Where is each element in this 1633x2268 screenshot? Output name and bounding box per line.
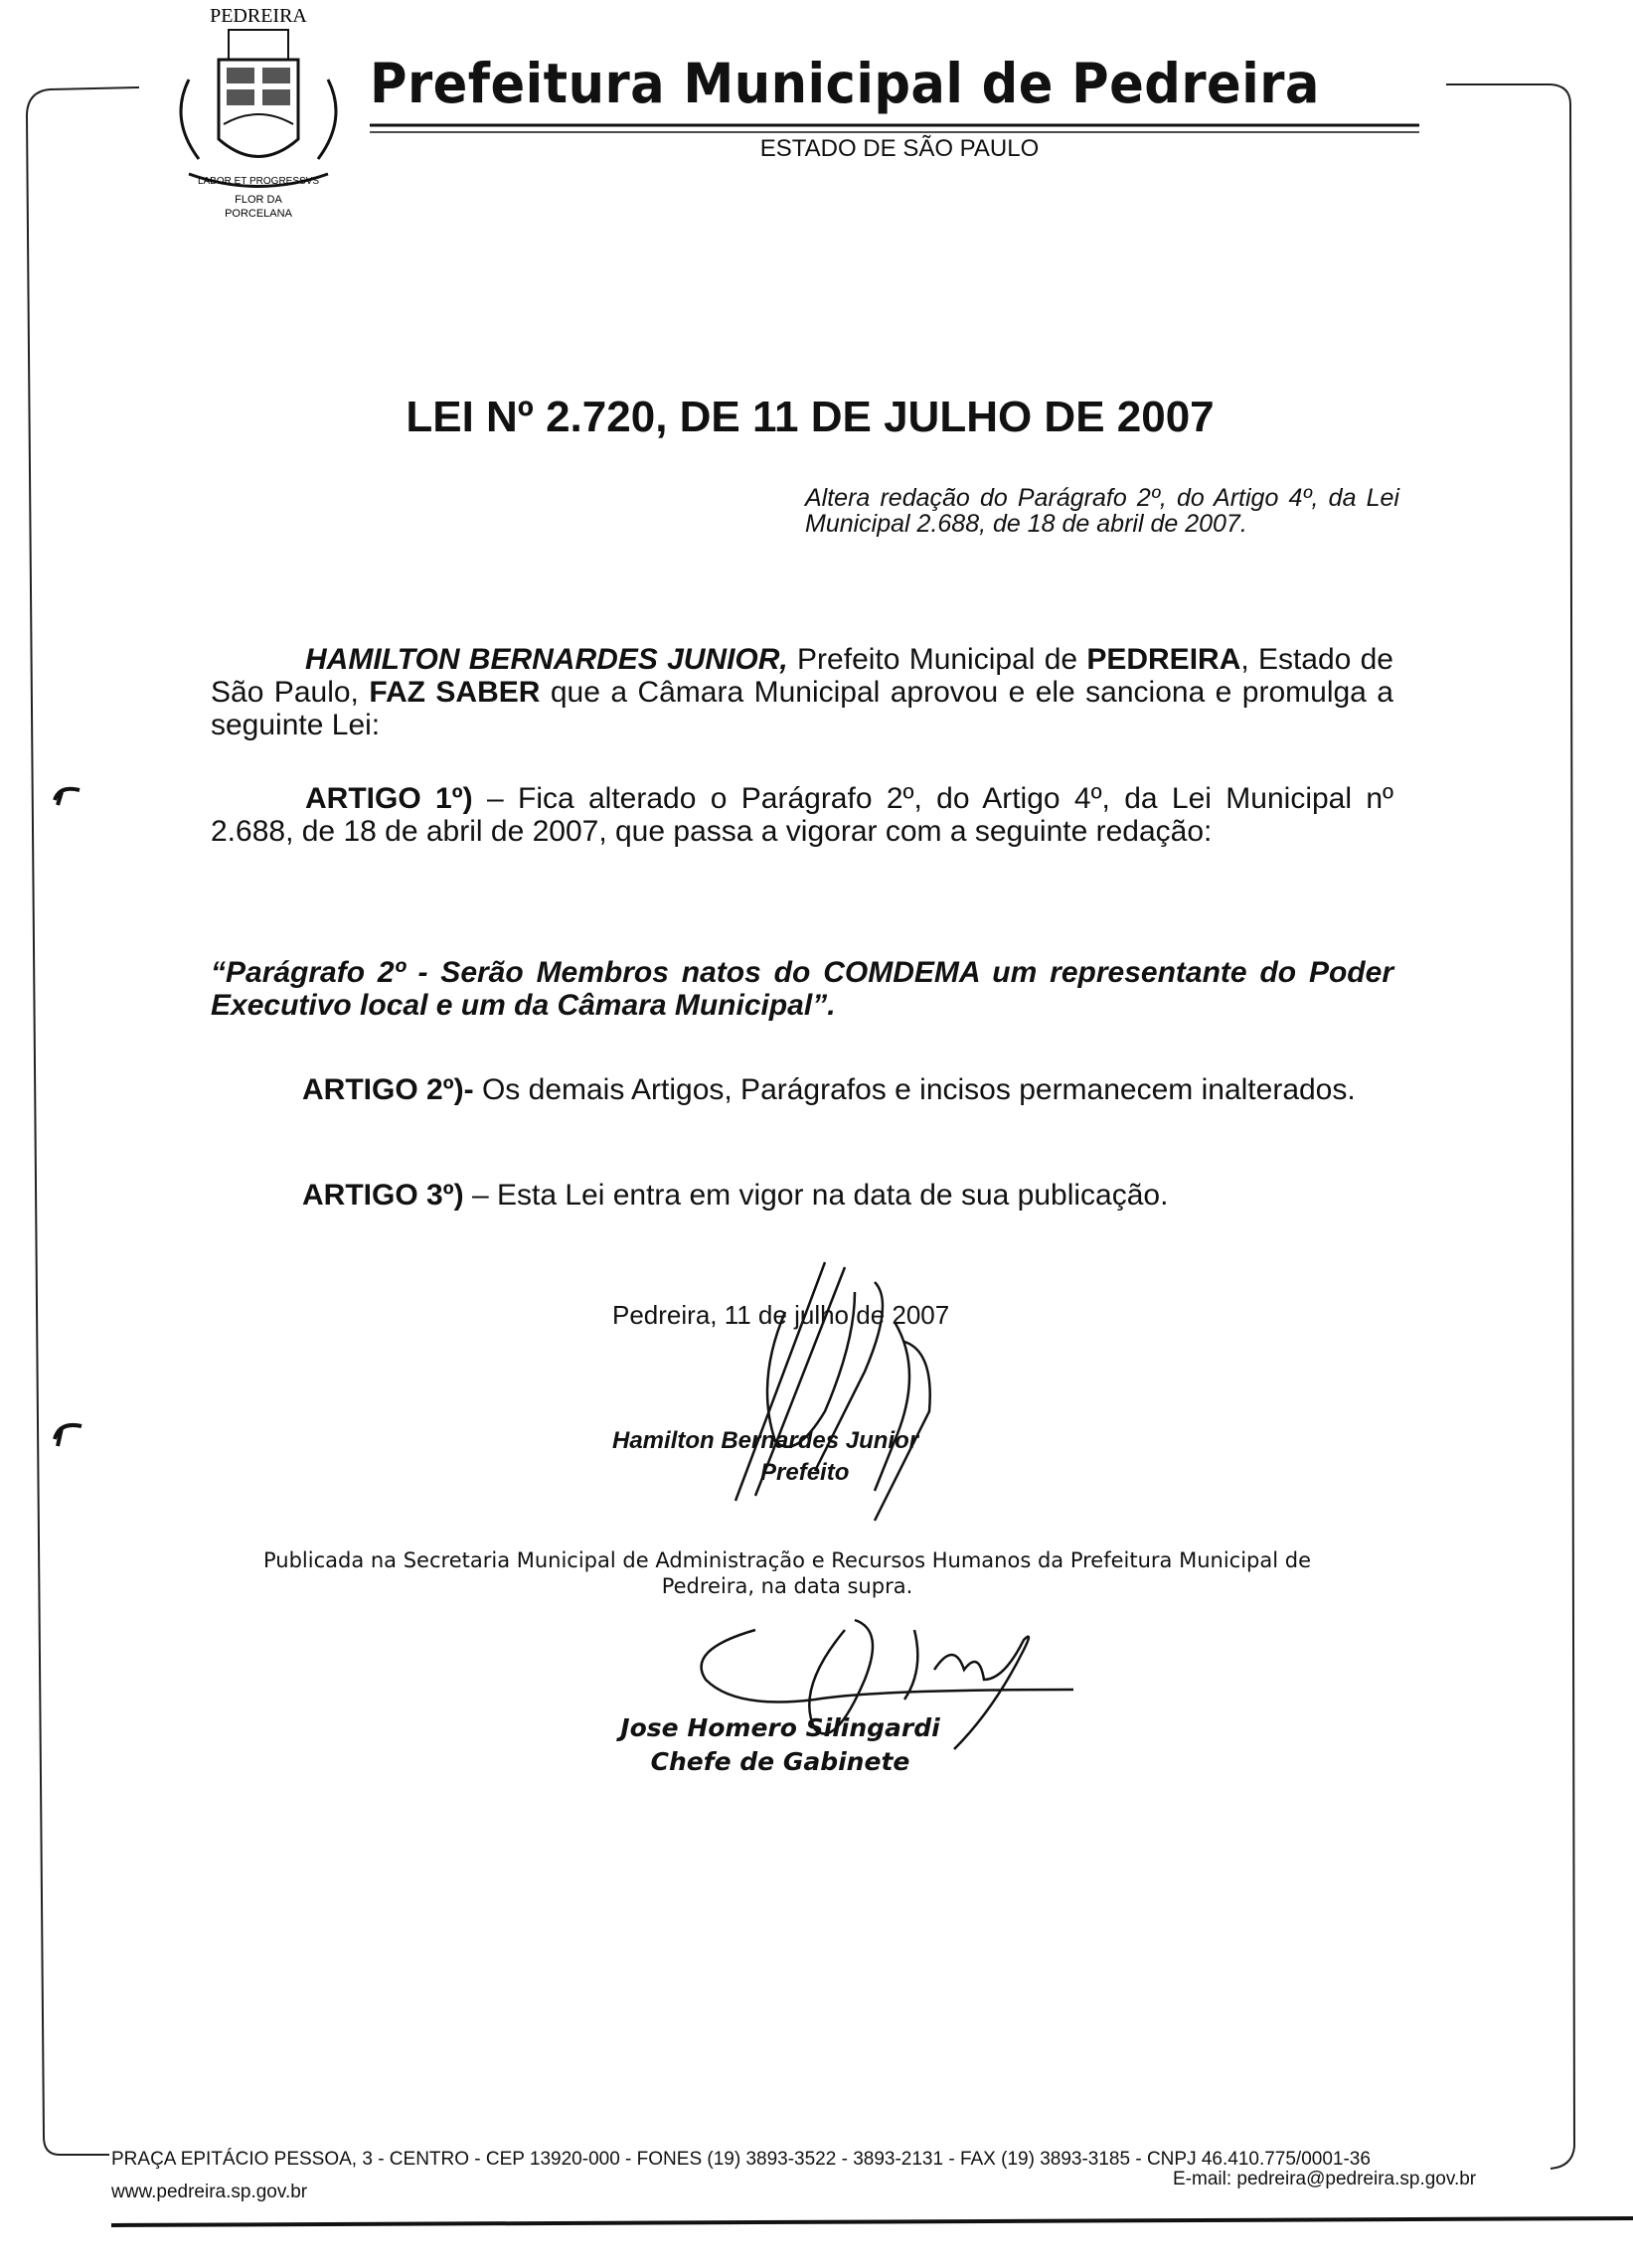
law-title: LEI Nº 2.720, DE 11 DE JULHO DE 2007 — [406, 393, 1215, 441]
signature-date: Pedreira, 11 de julho de 2007 — [612, 1300, 950, 1330]
publication-signer-name: Jose Homero Silingardi — [620, 1713, 940, 1742]
punch-hole-mark — [55, 1425, 82, 1446]
law-summary: Altera redação do Parágrafo 2º, do Artigo 4º, da Lei Municipal 2.688, de 18 de abril de 2007. — [805, 484, 1399, 538]
municipal-crest-logo — [159, 0, 358, 224]
footer-email: E-mail: pedreira@pedreira.sp.gov.br — [1173, 2169, 1477, 2189]
publication-signer-role: Chefe de Gabinete — [650, 1747, 910, 1776]
svg-text:LABOR ET PROGRESSVS: LABOR ET PROGRESSVS — [197, 176, 320, 187]
publication-note: Publicada na Secretaria Municipal de Administração e Recursos Humanos da Prefeitura Municipal de Pedreira, na data supra. — [262, 1548, 1311, 1598]
svg-text:PORCELANA: PORCELANA — [225, 208, 292, 220]
letterhead-subtitle: ESTADO DE SÃO PAULO — [759, 135, 1040, 162]
footer-address: PRAÇA EPITÁCIO PESSOA, 3 - CENTRO - CEP 13920-000 - FONES (19) 3893-3522 - 3893-2131 - FAX (19) 3893-3185 - CNPJ 46.410.775/0001-36 — [111, 2149, 1371, 2170]
footer-website: www.pedreira.sp.gov.br — [111, 2182, 308, 2202]
intro-paragraph: HAMILTON BERNARDES JUNIOR, Prefeito Municipal de PEDREIRA, Estado de São Paulo, FAZ SABER que a Câmara Municipal aprovou e ele sanciona e promulga a seguinte Lei: — [211, 643, 1393, 741]
article-3: ARTIGO 3º) – Esta Lei entra em vigor na data de sua publicação. — [302, 1179, 1169, 1212]
punch-hole-mark — [55, 789, 80, 805]
publication-signer — [557, 1711, 1004, 1779]
article-1: ARTIGO 1º) – Fica alterado o Parágrafo 2º, do Artigo 4º, da Lei Municipal nº 2.688, de 18 de abril de 2007, que passa a vigorar com a seguinte redação: — [211, 782, 1393, 848]
signer-name: Hamilton Bernardes Junior — [612, 1427, 919, 1454]
letterhead-title: Prefeitura Municipal de Pedreira — [370, 52, 1320, 115]
svg-text:PEDREIRA: PEDREIRA — [210, 5, 307, 27]
mayor-name: HAMILTON BERNARDES JUNIOR, — [305, 643, 788, 676]
svg-text:FLOR DA: FLOR DA — [235, 194, 282, 206]
article-1-quote: “Parágrafo 2º - Serão Membros natos do COMDEMA um representante do Poder Executivo local e um da Câmara Municipal”. — [211, 956, 1393, 1022]
signer-role: Prefeito — [760, 1459, 850, 1486]
article-2: ARTIGO 2º)- Os demais Artigos, Parágrafos e incisos permanecem inalterados. — [302, 1073, 1356, 1106]
